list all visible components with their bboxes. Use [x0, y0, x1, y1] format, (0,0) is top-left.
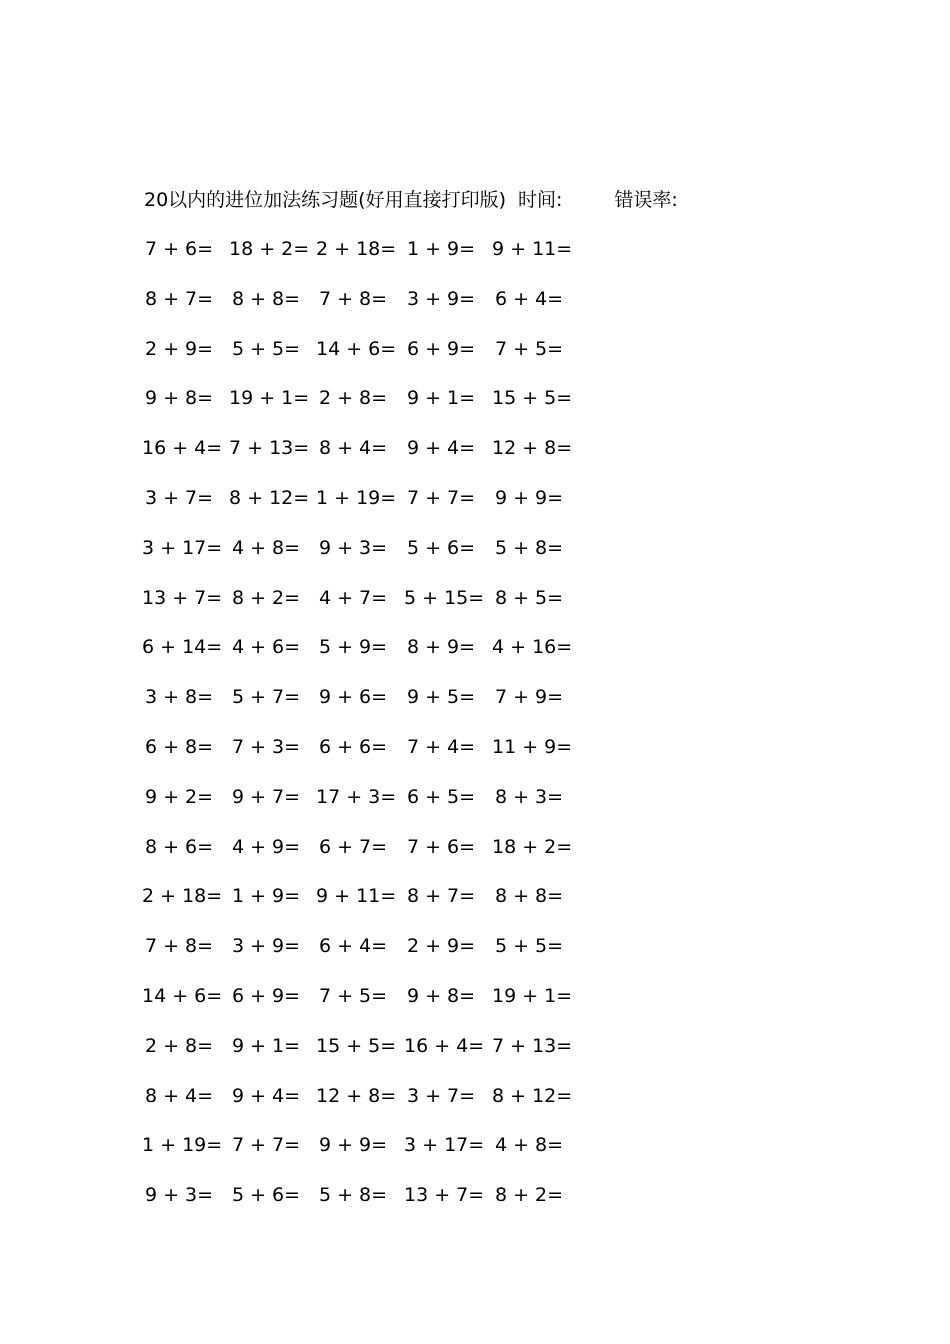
- addition-problem: 5 + 6=: [406, 536, 476, 559]
- addition-problem: 4 + 8=: [231, 536, 301, 559]
- addition-problem: 3 + 17=: [404, 1134, 485, 1157]
- addition-problem: 8 + 5=: [494, 586, 564, 609]
- problem-row: [143, 384, 603, 434]
- time-label: 时间:: [518, 189, 563, 211]
- problem-row: [143, 683, 603, 733]
- error-rate-label: 错误率:: [614, 189, 678, 211]
- problem-row: [143, 584, 603, 634]
- addition-problem: 5 + 15=: [404, 586, 485, 609]
- addition-problem: 8 + 9=: [406, 636, 476, 659]
- addition-problem: 16 + 4=: [142, 437, 223, 460]
- addition-problem: 6 + 5=: [406, 785, 476, 808]
- addition-problem: 1 + 19=: [316, 486, 397, 509]
- addition-problem: 5 + 8=: [494, 536, 564, 559]
- addition-problem: 8 + 12=: [229, 486, 310, 509]
- addition-problem: 18 + 2=: [229, 238, 310, 260]
- addition-problem: 12 + 8=: [316, 1084, 397, 1107]
- addition-problem: 4 + 8=: [494, 1134, 564, 1157]
- addition-problem: 9 + 8=: [144, 387, 214, 410]
- addition-problem: 2 + 8=: [318, 387, 388, 410]
- addition-problem: 14 + 6=: [142, 984, 223, 1007]
- addition-problem: 3 + 9=: [406, 287, 476, 310]
- addition-problem: 8 + 2=: [494, 1184, 564, 1207]
- addition-problem: 6 + 14=: [142, 636, 223, 659]
- addition-problem: 9 + 2=: [144, 785, 214, 808]
- problem-row: [143, 633, 603, 683]
- addition-problem: 9 + 11=: [316, 885, 397, 908]
- addition-problem: 19 + 1=: [492, 984, 573, 1007]
- addition-problem: 2 + 18=: [316, 238, 397, 260]
- problem-row: [143, 534, 603, 584]
- addition-problem: 9 + 3=: [144, 1184, 214, 1207]
- addition-problem: 9 + 9=: [318, 1134, 388, 1157]
- addition-problem: 4 + 7=: [318, 586, 388, 609]
- addition-problem: 13 + 7=: [142, 586, 223, 609]
- addition-problem: 6 + 8=: [144, 735, 214, 758]
- problem-row: [143, 235, 603, 285]
- addition-problem: 14 + 6=: [316, 337, 397, 360]
- addition-problem: 6 + 4=: [494, 287, 564, 310]
- addition-problem: 8 + 12=: [492, 1084, 573, 1107]
- addition-problem: 9 + 9=: [494, 486, 564, 509]
- addition-problem: 2 + 9=: [144, 337, 214, 360]
- addition-problem: 17 + 3=: [316, 785, 397, 808]
- addition-problem: 4 + 6=: [231, 636, 301, 659]
- problem-row: [143, 882, 603, 932]
- problem-row: [143, 733, 603, 783]
- addition-problem: 13 + 7=: [404, 1184, 485, 1207]
- worksheet-header: [144, 186, 678, 214]
- addition-problem: 7 + 9=: [494, 686, 564, 709]
- addition-problem: 7 + 13=: [492, 1034, 573, 1057]
- addition-problem: 4 + 9=: [231, 835, 301, 858]
- addition-problem: 9 + 6=: [318, 686, 388, 709]
- addition-problem: 1 + 9=: [231, 885, 301, 908]
- addition-problem: 4 + 16=: [492, 636, 573, 659]
- addition-problem: 9 + 11=: [492, 238, 573, 260]
- addition-problem: 7 + 5=: [318, 984, 388, 1007]
- addition-problem: 8 + 3=: [494, 785, 564, 808]
- addition-problem: 8 + 7=: [144, 287, 214, 310]
- addition-problem: 2 + 8=: [144, 1034, 214, 1057]
- addition-problem: 5 + 8=: [318, 1184, 388, 1207]
- addition-problem: 3 + 7=: [144, 486, 214, 509]
- addition-problem: 19 + 1=: [229, 387, 310, 410]
- addition-problem: 1 + 9=: [406, 238, 476, 260]
- addition-problem: 8 + 2=: [231, 586, 301, 609]
- addition-problem: 7 + 6=: [406, 835, 476, 858]
- addition-problem: 6 + 9=: [231, 984, 301, 1007]
- addition-problem: 15 + 5=: [316, 1034, 397, 1057]
- addition-problem: 9 + 1=: [231, 1034, 301, 1057]
- addition-problem: 11 + 9=: [492, 735, 573, 758]
- addition-problem: 6 + 7=: [318, 835, 388, 858]
- problem-row: [143, 932, 603, 982]
- addition-problem: 8 + 4=: [318, 437, 388, 460]
- addition-problem: 2 + 18=: [142, 885, 223, 908]
- addition-problem: 7 + 6=: [144, 238, 214, 260]
- problem-row: [143, 335, 603, 385]
- addition-problem: 6 + 4=: [318, 935, 388, 958]
- addition-problem: 5 + 7=: [231, 686, 301, 709]
- addition-problem: 8 + 4=: [144, 1084, 214, 1107]
- addition-problem: 9 + 4=: [406, 437, 476, 460]
- addition-problem: 7 + 3=: [231, 735, 301, 758]
- addition-problem: 9 + 4=: [231, 1084, 301, 1107]
- addition-problem: 9 + 1=: [406, 387, 476, 410]
- addition-problem: 18 + 2=: [492, 835, 573, 858]
- addition-problem: 1 + 19=: [142, 1134, 223, 1157]
- addition-problem: 9 + 7=: [231, 785, 301, 808]
- addition-problem: 9 + 5=: [406, 686, 476, 709]
- addition-problem: 7 + 8=: [318, 287, 388, 310]
- problem-grid: [143, 235, 603, 1231]
- problem-row: [143, 1032, 603, 1082]
- addition-problem: 8 + 8=: [231, 287, 301, 310]
- problem-row: [143, 783, 603, 833]
- addition-problem: 7 + 7=: [231, 1134, 301, 1157]
- addition-problem: 3 + 17=: [142, 536, 223, 559]
- addition-problem: 5 + 9=: [318, 636, 388, 659]
- problem-row: [143, 1082, 603, 1132]
- problem-row: [143, 434, 603, 484]
- problem-row: [143, 982, 603, 1032]
- addition-problem: 16 + 4=: [404, 1034, 485, 1057]
- addition-problem: 6 + 6=: [318, 735, 388, 758]
- addition-problem: 3 + 7=: [406, 1084, 476, 1107]
- addition-problem: 7 + 8=: [144, 935, 214, 958]
- addition-problem: 7 + 5=: [494, 337, 564, 360]
- addition-problem: 12 + 8=: [492, 437, 573, 460]
- problem-row: [143, 833, 603, 883]
- addition-problem: 7 + 13=: [229, 437, 310, 460]
- addition-problem: 3 + 8=: [144, 686, 214, 709]
- addition-problem: 8 + 6=: [144, 835, 214, 858]
- addition-problem: 8 + 8=: [494, 885, 564, 908]
- addition-problem: 8 + 7=: [406, 885, 476, 908]
- addition-problem: 15 + 5=: [492, 387, 573, 410]
- problem-row: [143, 1181, 603, 1231]
- addition-problem: 6 + 9=: [406, 337, 476, 360]
- addition-problem: 9 + 3=: [318, 536, 388, 559]
- addition-problem: 9 + 8=: [406, 984, 476, 1007]
- problem-row: [143, 484, 603, 534]
- worksheet-title: 20以内的进位加法练习题(好用直接打印版): [144, 189, 507, 211]
- addition-problem: 3 + 9=: [231, 935, 301, 958]
- addition-problem: 2 + 9=: [406, 935, 476, 958]
- addition-problem: 7 + 7=: [406, 486, 476, 509]
- addition-problem: 5 + 5=: [231, 337, 301, 360]
- addition-problem: 5 + 6=: [231, 1184, 301, 1207]
- problem-row: [143, 1131, 603, 1181]
- addition-problem: 5 + 5=: [494, 935, 564, 958]
- addition-problem: 7 + 4=: [406, 735, 476, 758]
- problem-row: [143, 285, 603, 335]
